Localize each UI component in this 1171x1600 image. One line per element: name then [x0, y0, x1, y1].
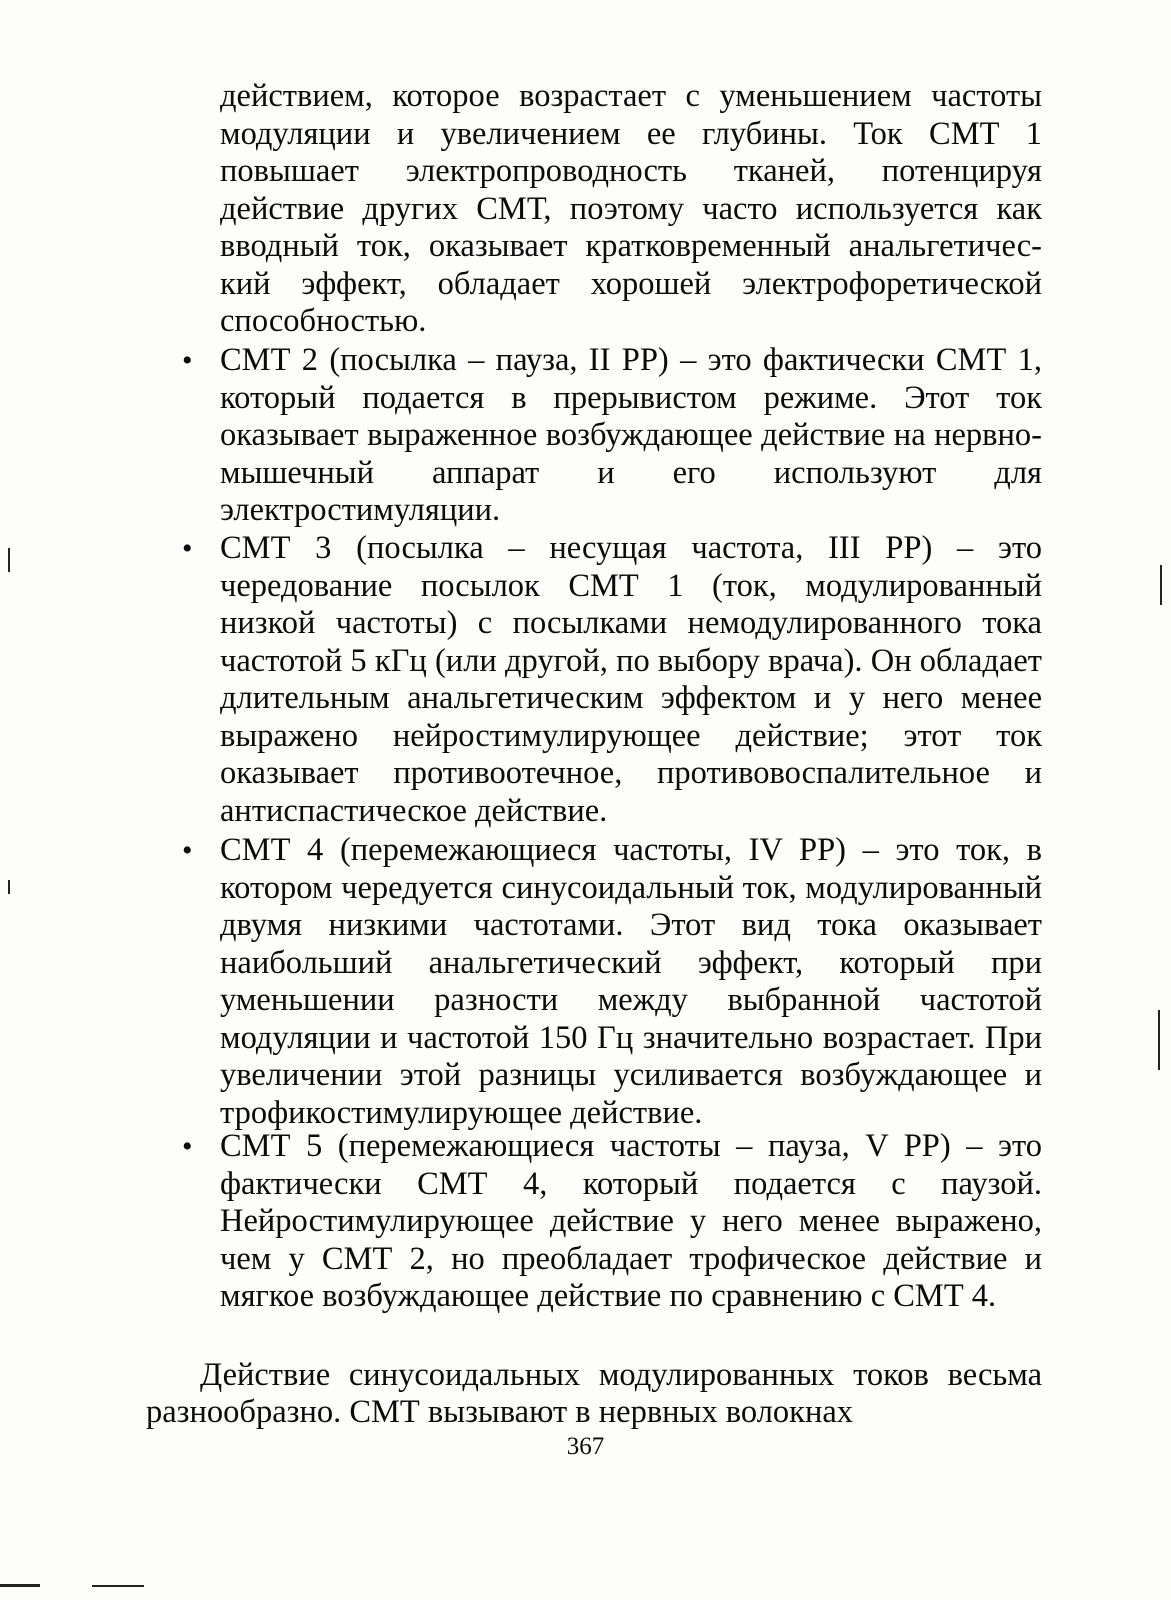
scan-artifact-left-tick [8, 880, 10, 894]
list-item [182, 1128, 1042, 1316]
bullet-text: СМТ 3 (посылка – несущая частота, III РР) – это чередование посылок СМТ 1 (ток, модулированный низкой частоты) с посылками немодулированного тока частотой 5 кГц (или другой, по выбору врача). Он обладает длительным анальгетическим эффектом и у него менее выражено нейростимулирующее действие; этот ток оказывает противоотечное, противовоспалительное и антиспастическое действие. [220, 530, 1042, 829]
list-item [182, 342, 1042, 530]
lead-paragraph: действием, которое возрастает с уменьшением частоты модуляции и увеличением ее глубины. Ток СМТ 1 повышает электропроводность тканей, потенцируя действие других СМТ, поэтому часто используется как вводный ток, оказывает кратковременный анальгетичес-кий эффект, обладает хорошей электрофоретической способностью. [220, 78, 1042, 339]
bullet-icon: • [182, 532, 193, 565]
bullet-text: СМТ 4 (перемежающиеся частоты, IV РР) – это ток, в котором чередуется синусоидальный ток, модулированный двумя низкими частотами. Этот вид тока оказывает наибольший анальгетический эффект, который при уменьшении разности между выбранной частотой модуляции и частотой 150 Гц значительно возрастает. При увеличении этой разницы усиливается возбуждающее и трофикостимулирующее действие. [220, 832, 1042, 1131]
list-item [182, 832, 1042, 1132]
bullet-icon: • [182, 1130, 193, 1163]
scan-artifact-right-line [1158, 1010, 1160, 1070]
bullet-text: СМТ 2 (посылка – пауза, II РР) – это фактически СМТ 1, который подается в прерывистом режиме. Этот ток оказывает выраженное возбуждающее действие на нервно-мышечный аппарат и его используют для электростимуляции. [220, 342, 1042, 528]
bullet-icon: • [182, 834, 193, 867]
scan-artifact-right-line [1160, 565, 1162, 605]
page-number: 367 [566, 1433, 605, 1460]
bullet-icon: • [182, 344, 193, 377]
list-item [182, 530, 1042, 830]
closing-paragraph: Действие синусоидальных модулированных токов весьма разнообразно. СМТ вызывают в нервных волокнах [146, 1356, 1042, 1430]
scan-artifact-bottom-edge [92, 1585, 144, 1587]
scan-artifact-left-line [8, 548, 10, 572]
scan-artifact-bottom-edge [0, 1584, 40, 1587]
bullet-text: СМТ 5 (перемежающиеся частоты – пауза, V РР) – это фактически СМТ 4, который подается с паузой. Нейростимулирующее действие у него менее выражено, чем у СМТ 2, но преобладает трофическое действие и мягкое возбуждающее действие по сравнению с СМТ 4. [220, 1128, 1042, 1314]
